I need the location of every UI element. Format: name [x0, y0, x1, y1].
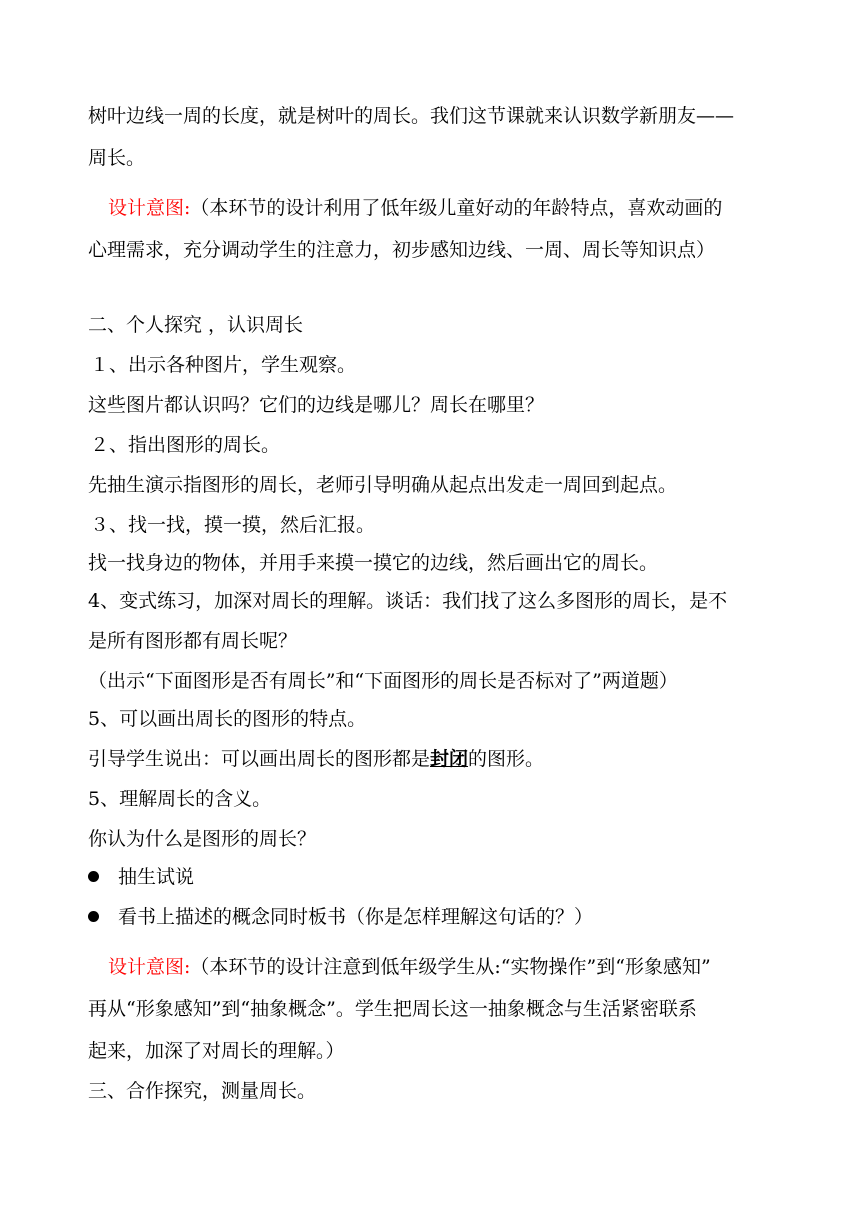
list-item-heading: １、出示各种图片，学生观察。: [90, 354, 357, 376]
list-item-heading: ３、找一找，摸一摸，然后汇报。: [90, 514, 376, 536]
design-intent-line: [108, 955, 711, 979]
list-item-text: 找一找身边的物体，并用手来摸一摸它的边线，然后画出它的周长。: [88, 552, 659, 574]
list-item-text: [88, 747, 544, 771]
list-item-text: 先抽生演示指图形的周长，老师引导明确从起点出发走一周回到起点。: [88, 474, 678, 496]
list-item-text: 是所有图形都有周长呢？: [88, 630, 298, 652]
paragraph-line: 树叶边线一周的长度，就是树叶的周长。我们这节课就来认识数学新朋友——: [88, 105, 735, 127]
paragraph-line: 周长。: [88, 147, 146, 169]
list-item-text: 这些图片都认识吗？它们的边线是哪儿？周长在哪里？: [88, 394, 545, 416]
bullet-icon: [88, 911, 99, 922]
design-intent-text: （本环节的设计注意到低年级学生从:“实物操作”到“形象感知”: [190, 956, 711, 978]
list-item-text: 你认为什么是图形的周长？: [88, 828, 317, 850]
list-item-heading: 4、变式练习，加深对周长的理解。谈话：我们找了这么多图形的周长，是不: [88, 590, 728, 612]
design-intent-line: 再从“形象感知”到“抽象概念”。学生把周长这一抽象概念与生活紧密联系: [88, 998, 697, 1020]
design-intent-label: 设计意图:: [108, 956, 191, 978]
emphasis-word: 封闭: [430, 748, 469, 770]
design-intent-line: [108, 196, 722, 220]
bullet-item: 看书上描述的概念同时板书（你是怎样理解这句话的？）: [118, 906, 594, 928]
section-heading: 二、个人探究 ，认识周长: [88, 314, 304, 336]
section-heading: 三、合作探究，测量周长。: [88, 1080, 317, 1102]
design-intent-text: （本环节的设计利用了低年级儿童好动的年龄特点，喜欢动画的: [190, 197, 723, 219]
list-item-heading: 5、理解周长的含义。: [88, 788, 272, 810]
text-before: 引导学生说出：可以画出周长的图形都是: [88, 748, 431, 770]
design-intent-label: 设计意图:: [108, 197, 191, 219]
bullet-item: 抽生试说: [118, 866, 195, 888]
design-intent-line: 心理需求，充分调动学生的注意力，初步感知边线、一周、周长等知识点）: [88, 239, 716, 261]
list-item-heading: ２、指出图形的周长。: [90, 434, 281, 456]
list-item-note: （出示“下面图形是否有周长”和“下面图形的周长是否标对了”两道题）: [88, 670, 678, 692]
list-item-heading: 5、可以画出周长的图形的特点。: [88, 708, 367, 730]
design-intent-line: 起来，加深了对周长的理解。）: [88, 1040, 345, 1062]
bullet-icon: [88, 871, 99, 882]
text-after: 的图形。: [468, 748, 545, 770]
